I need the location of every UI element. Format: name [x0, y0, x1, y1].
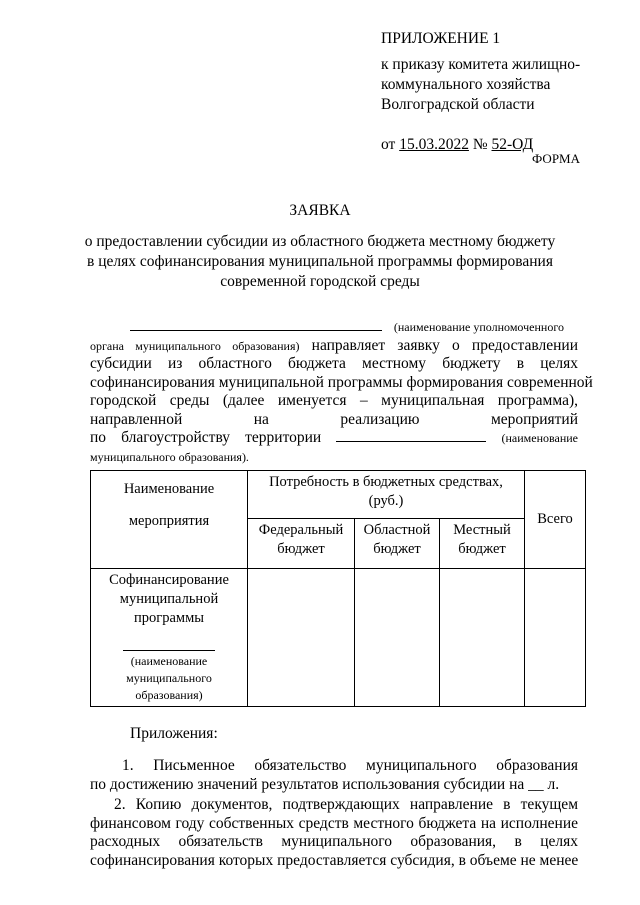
order-number: 52-ОД: [491, 136, 534, 153]
item2-line-2: финансовом году собственных средств местного бюджета на исполнение: [90, 814, 578, 832]
para-line-4: софинансирования муниципальной программы формирования современной: [90, 373, 593, 391]
territory-blank: [336, 429, 486, 442]
header-event-label: Наименование мероприятия: [123, 481, 215, 529]
territory-note: (наименование: [501, 431, 578, 445]
para-line-2-text: направляет заявку о предоставлении: [311, 336, 578, 354]
row-label: Софинансирование муниципальной программы: [109, 572, 229, 626]
table-row: [91, 569, 586, 707]
subtitle-line-2: в целях софинансирования муниципальной программы формирования: [87, 253, 553, 270]
row-event-cell: [91, 569, 248, 707]
document-subtitle: [60, 232, 580, 292]
header-regional: Областной бюджет: [355, 519, 440, 569]
para-line-8: муниципального образования).: [90, 449, 249, 464]
authority-note: (наименование уполномоченного: [393, 320, 564, 334]
date-prefix: от: [381, 136, 396, 153]
header-federal: Федеральный бюджет: [248, 519, 355, 569]
subtitle-line-3: современной городской среды: [220, 273, 420, 290]
document-title: ЗАЯВКА: [289, 202, 351, 219]
appendix-order-line-3: Волгоградской области: [381, 96, 535, 113]
header-total: Всего: [525, 471, 586, 569]
attachment-item-1: [90, 757, 578, 794]
item2-line-3: расходных обязательств муниципального образования, в целях: [90, 833, 578, 850]
row-regional-cell[interactable]: [355, 569, 440, 707]
header-need-label: Потребность в бюджетных средствах, (руб.): [269, 474, 503, 509]
appendix-title: ПРИЛОЖЕНИЕ 1: [381, 30, 501, 47]
para-line-2: [90, 337, 578, 356]
row-local-cell[interactable]: [440, 569, 525, 707]
appendix-block: [381, 29, 580, 155]
header-event: [91, 471, 248, 569]
para-line-6: направленной на реализацию мероприятий: [90, 410, 578, 428]
para-line-5: городской среды (далее именуется – муниципальная программа),: [90, 392, 578, 409]
item1-line-2: по достижению значений результатов использования субсидии на __ л.: [90, 775, 560, 793]
form-label: ФОРМА: [532, 151, 580, 166]
order-date: 15.03.2022: [399, 136, 469, 153]
row-blank: [123, 650, 215, 651]
appendix-order-line-1: к приказу комитета жилищно-: [381, 56, 581, 73]
request-paragraph: [90, 318, 593, 466]
authority-note-2: органа муниципального образования): [90, 338, 300, 353]
authority-blank: [130, 318, 382, 331]
para-line-7: [90, 429, 578, 448]
number-prefix: №: [472, 136, 488, 153]
para-line-1: [90, 318, 578, 337]
subtitle-line-1: о предоставлении субсидии из областного бюджета местному бюджету: [84, 233, 556, 250]
header-need: [248, 471, 525, 519]
attachments-heading: Приложения:: [130, 725, 218, 742]
item1-line-1: 1. Письменное обязательство муниципального образования: [122, 757, 578, 774]
item2-line-1: 2. Копию документов, подтверждающих направление в текущем: [114, 796, 578, 813]
row-federal-cell[interactable]: [248, 569, 355, 707]
funding-table: [90, 470, 586, 707]
appendix-order-line-2: коммунального хозяйства: [381, 76, 551, 93]
para-line-3: субсидии из областного бюджета местному бюджету в целях: [90, 355, 578, 372]
header-local: Местный бюджет: [440, 519, 525, 569]
item2-line-4: софинансирования которых предоставляется субсидия, в объеме не менее: [90, 851, 579, 869]
row-note: (наименование муниципального образования): [126, 654, 212, 702]
attachment-item-2: [90, 796, 578, 870]
para-line-7-text: по благоустройству территории: [90, 429, 322, 446]
row-total-cell[interactable]: [525, 569, 586, 707]
